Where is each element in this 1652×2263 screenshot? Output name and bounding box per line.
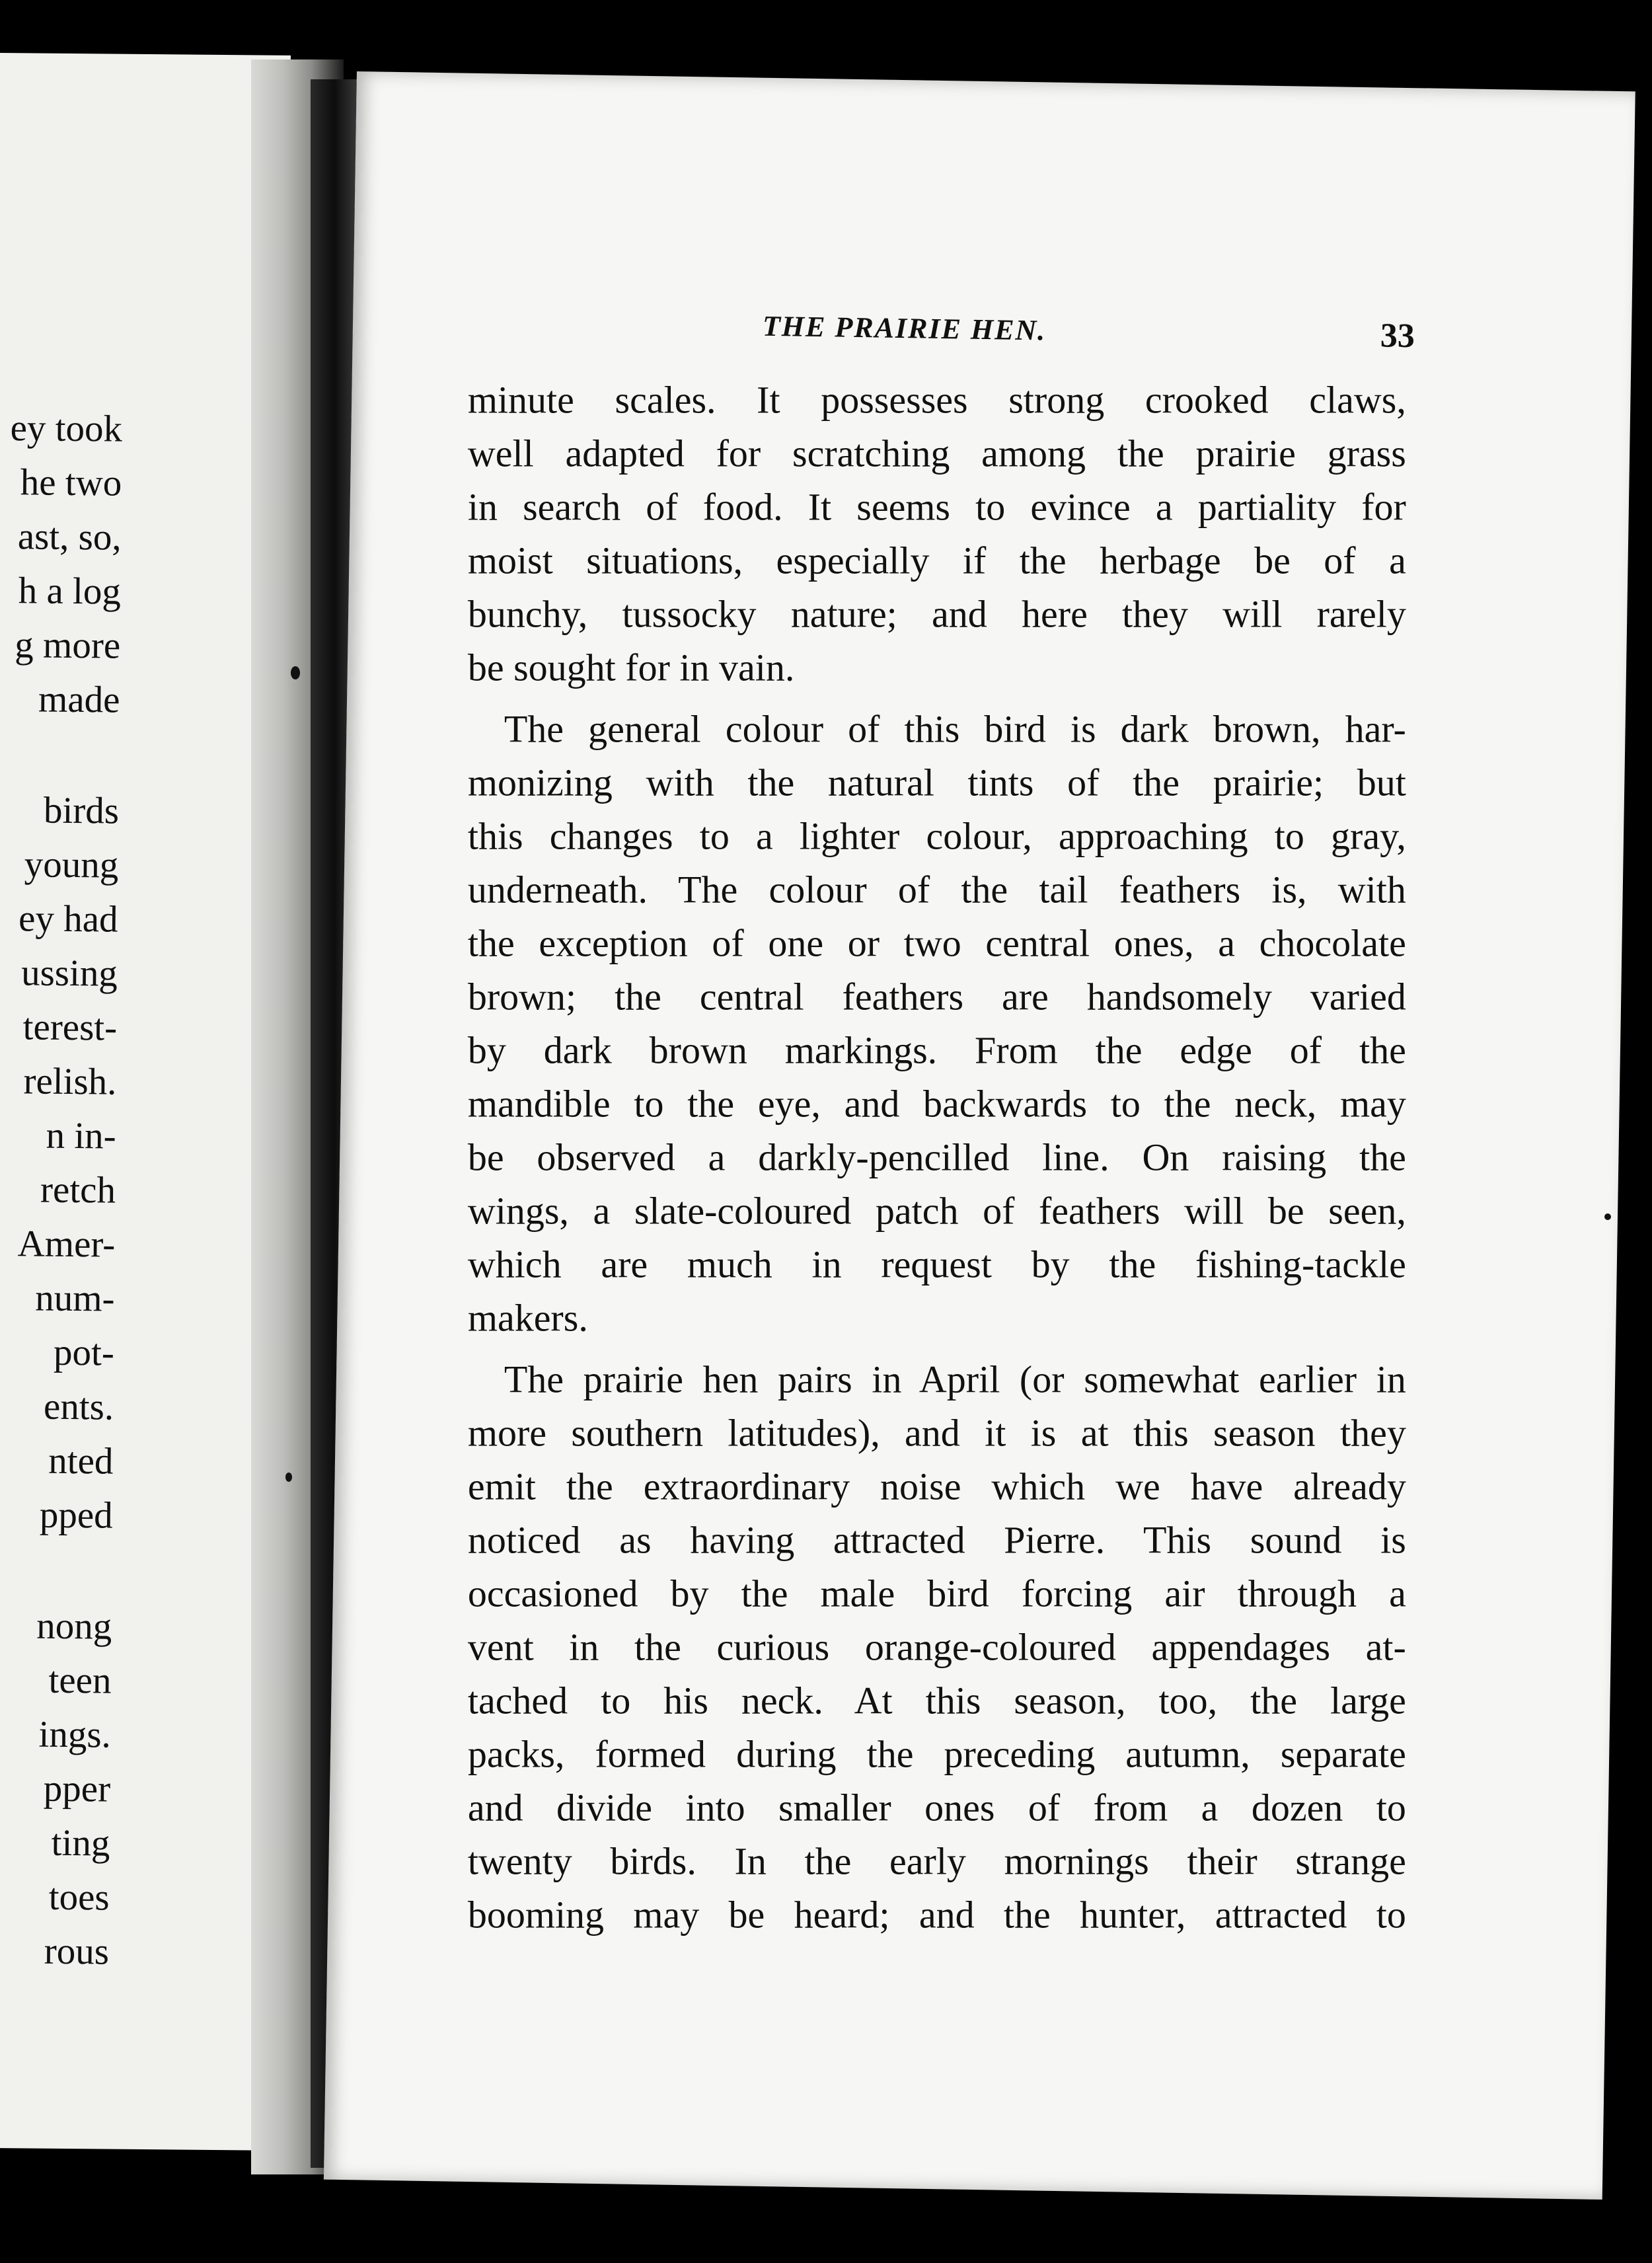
left-text-line: toes bbox=[48, 1876, 110, 1919]
left-text-line: ey had bbox=[18, 898, 118, 940]
left-text-line: num- bbox=[34, 1277, 115, 1320]
scan-speck bbox=[291, 666, 300, 679]
left-text-line: he two bbox=[20, 461, 122, 504]
text-line: makers. bbox=[467, 1296, 588, 1340]
running-title: THE PRAIRIE HEN. bbox=[762, 309, 1047, 347]
left-text-line: rous bbox=[44, 1930, 110, 1973]
left-text-line: pped bbox=[39, 1494, 113, 1537]
text-line: moist situations, especially if the herbage be of a bbox=[467, 539, 1406, 582]
text-line: minute scales. It possesses strong crooked claws, bbox=[467, 378, 1406, 422]
text-line: be observed a darkly-pencilled line. On raising the bbox=[467, 1135, 1406, 1179]
text-line: occasioned by the male bird forcing air through a bbox=[467, 1572, 1406, 1615]
left-text-line: young bbox=[24, 843, 119, 886]
scan-speck bbox=[1604, 1213, 1611, 1220]
text-line: brown; the central feathers are handsomely varied bbox=[467, 975, 1406, 1018]
text-line: packs, formed during the preceding autumn, separate bbox=[467, 1732, 1406, 1776]
page-number: 33 bbox=[1380, 317, 1415, 356]
text-line: emit the extraordinary noise which we have already bbox=[467, 1465, 1406, 1508]
left-text-line: nong bbox=[36, 1605, 112, 1648]
left-text-line: pper bbox=[43, 1767, 111, 1810]
left-text-line: g more bbox=[15, 624, 121, 667]
text-line: and divide into smaller ones of from a dozen to bbox=[467, 1786, 1406, 1829]
left-text-line: ents. bbox=[43, 1385, 114, 1428]
text-line: the exception of one or two central ones, a chocolate bbox=[467, 921, 1406, 965]
text-line: this changes to a lighter colour, approaching to gray, bbox=[467, 814, 1406, 858]
text-line: noticed as having attracted Pierre. This sound is bbox=[467, 1518, 1406, 1562]
left-text-line: relish. bbox=[23, 1060, 117, 1103]
left-text-line: terest- bbox=[22, 1006, 118, 1049]
left-text-line: ussing bbox=[20, 952, 118, 995]
left-text-line: teen bbox=[48, 1659, 112, 1702]
text-line: twenty birds. In the early mornings their strange bbox=[467, 1839, 1406, 1883]
text-line: mandible to the eye, and backwards to the neck, may bbox=[467, 1082, 1406, 1126]
text-line: well adapted for scratching among the prairie grass bbox=[467, 432, 1406, 475]
left-text-line: pot- bbox=[53, 1331, 115, 1374]
text-line: monizing with the natural tints of the prairie; but bbox=[467, 761, 1406, 804]
text-line: underneath. The colour of the tail feathers is, with bbox=[467, 868, 1406, 911]
text-line: The general colour of this bird is dark brown, har- bbox=[504, 707, 1406, 751]
right-page bbox=[324, 71, 1635, 2200]
scan-speck bbox=[285, 1473, 292, 1482]
text-line: tached to his neck. At this season, too, the large bbox=[467, 1679, 1406, 1722]
left-text-line: ings. bbox=[38, 1713, 112, 1756]
left-text-line: ast, so, bbox=[17, 516, 122, 558]
left-text-line: birds bbox=[43, 789, 120, 832]
text-line: The prairie hen pairs in April (or somewhat earlier in bbox=[504, 1358, 1406, 1401]
left-text-line: Amer- bbox=[17, 1223, 116, 1266]
left-text-line: retch bbox=[40, 1169, 116, 1211]
running-head bbox=[354, 303, 1632, 356]
left-text-line: ey took bbox=[10, 407, 123, 450]
left-facing-page bbox=[0, 53, 291, 2151]
text-line: in search of food. It seems to evince a partiality for bbox=[467, 485, 1406, 529]
text-line: bunchy, tussocky nature; and here they will rarely bbox=[467, 592, 1406, 636]
text-line: more southern latitudes), and it is at this season they bbox=[467, 1411, 1406, 1455]
text-line: vent in the curious orange-coloured appendages at- bbox=[467, 1625, 1406, 1669]
left-text-line: h a log bbox=[18, 570, 122, 613]
left-text-line: made bbox=[38, 678, 120, 721]
text-line: booming may be heard; and the hunter, attracted to bbox=[467, 1893, 1406, 1937]
left-text-line: ting bbox=[51, 1822, 110, 1864]
left-text-line: nted bbox=[48, 1439, 114, 1482]
text-line: by dark brown markings. From the edge of the bbox=[467, 1028, 1406, 1072]
text-line: which are much in request by the fishing-tackle bbox=[467, 1243, 1406, 1286]
text-line: wings, a slate-coloured patch of feathers will be seen, bbox=[467, 1189, 1406, 1233]
text-line: be sought for in vain. bbox=[467, 646, 795, 689]
left-text-line: n in- bbox=[46, 1114, 116, 1157]
